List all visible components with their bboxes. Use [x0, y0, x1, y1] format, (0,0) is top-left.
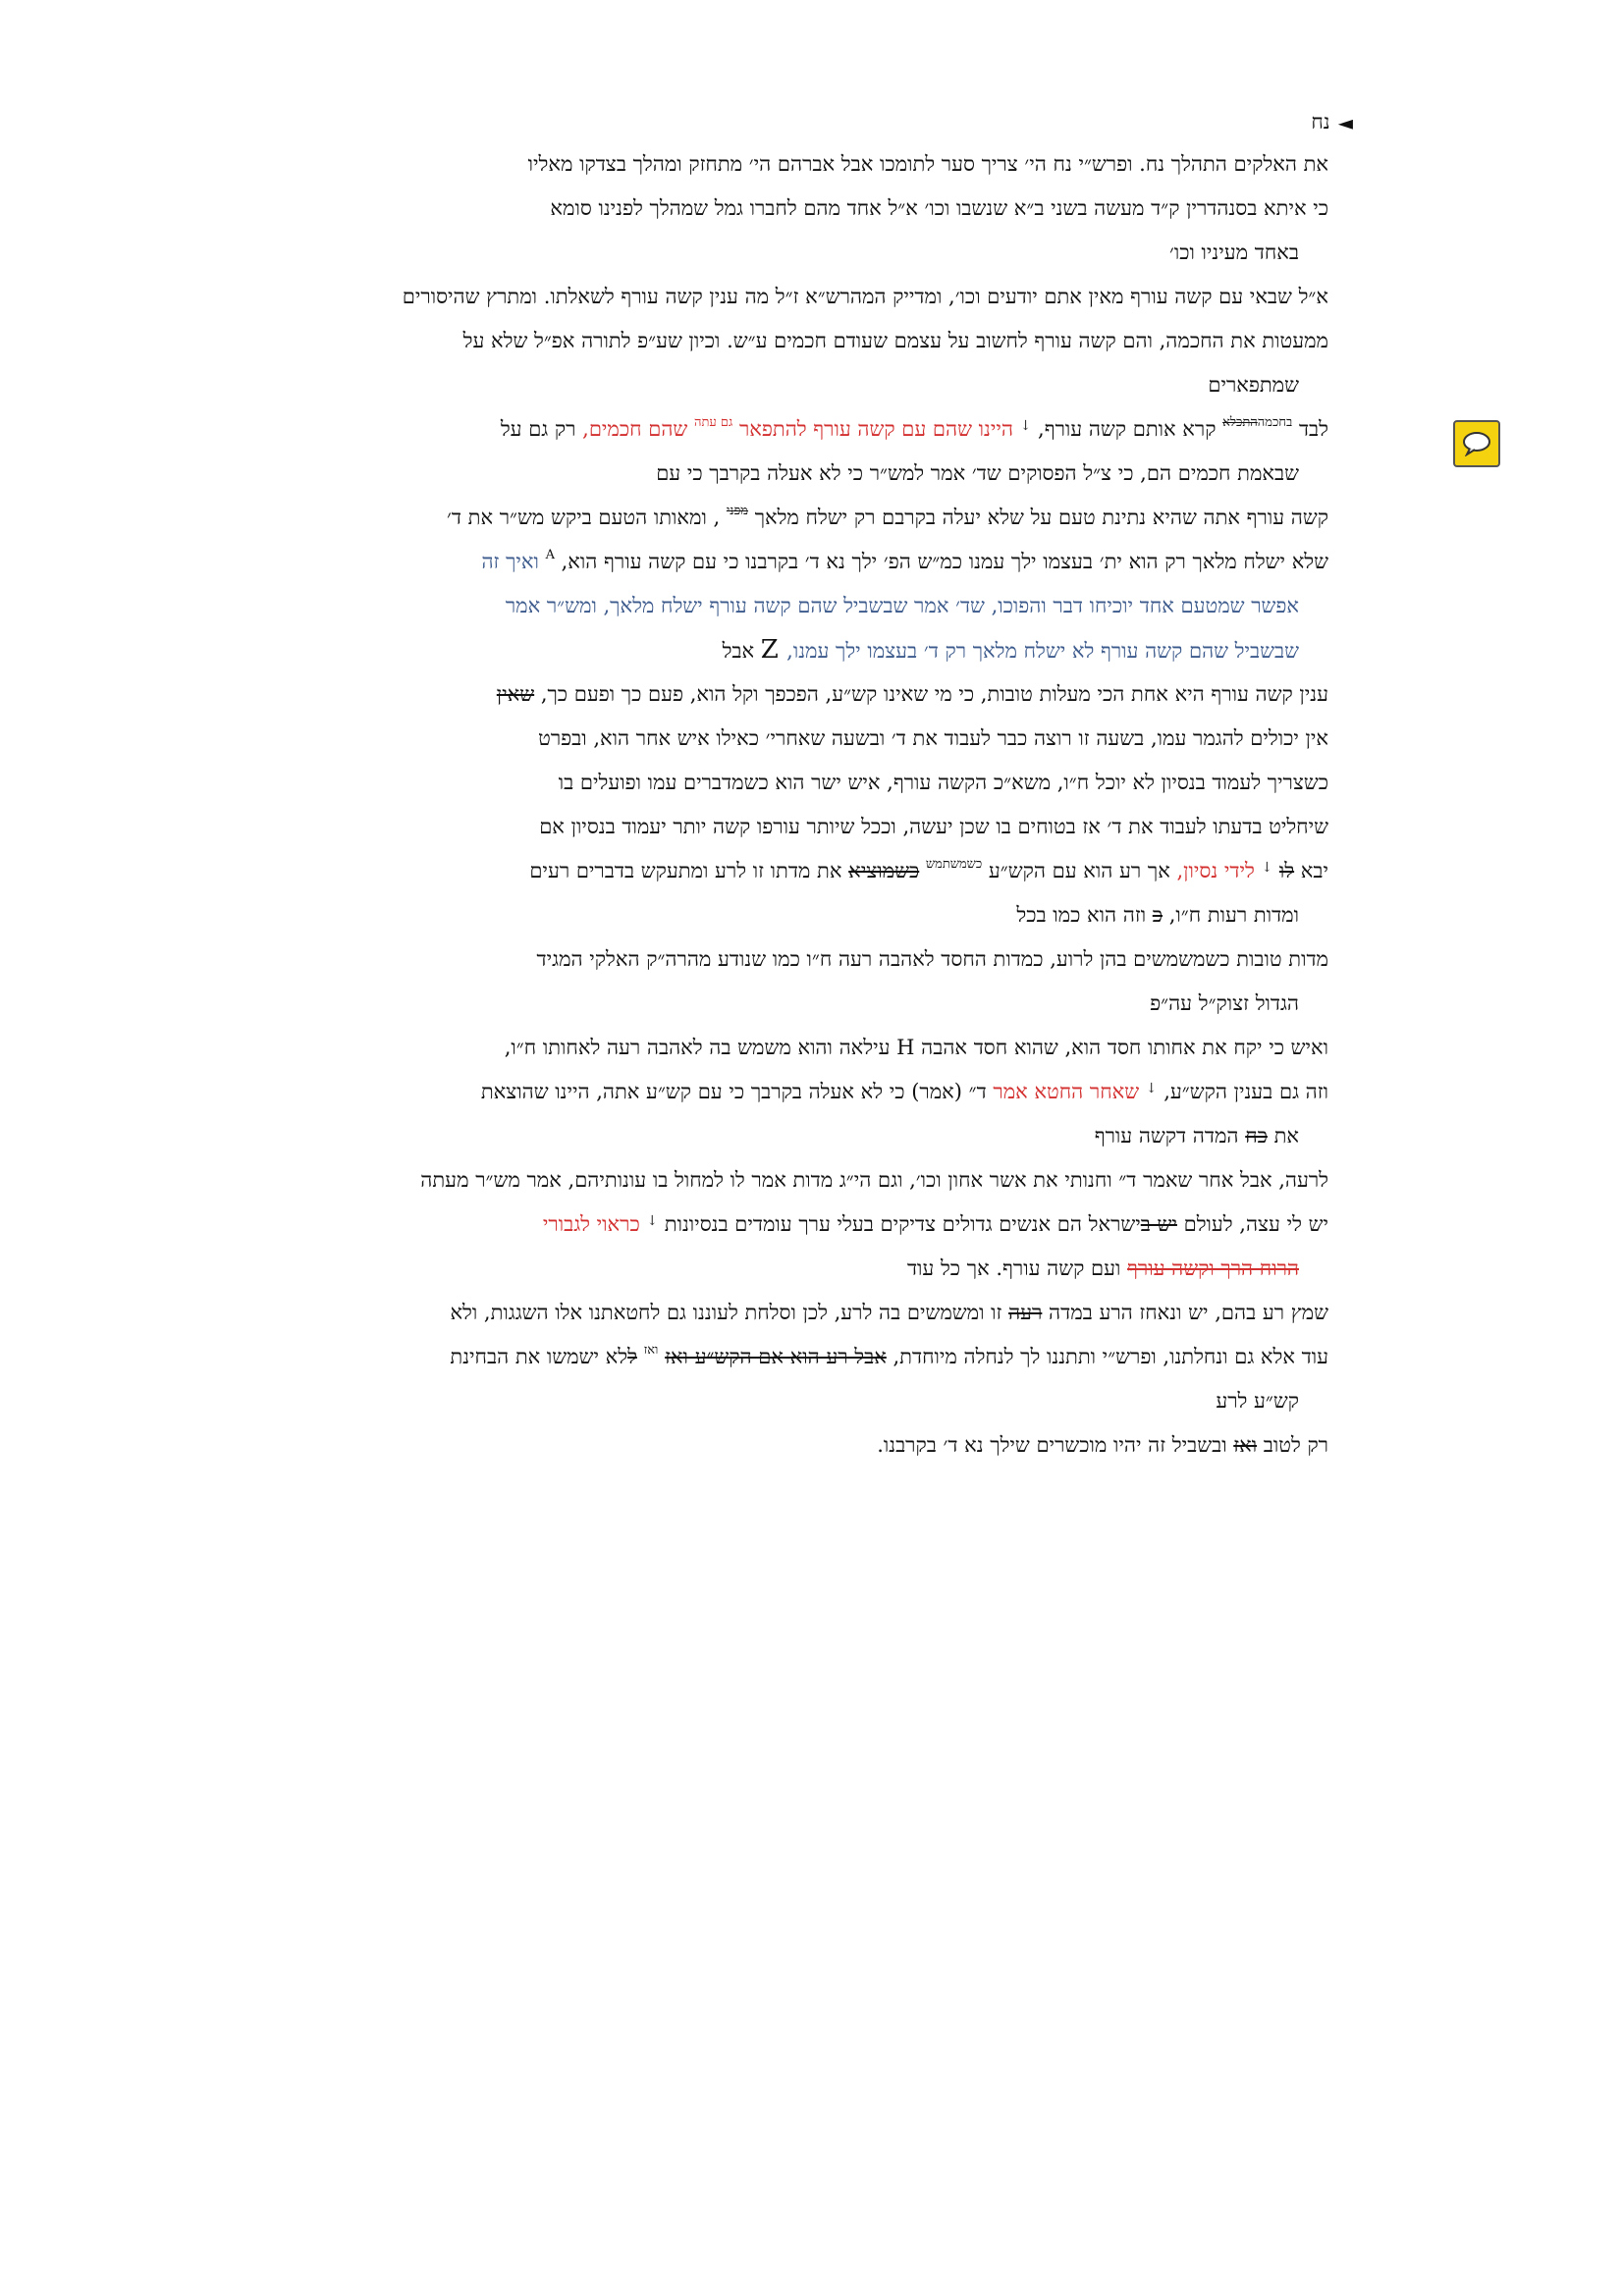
text-line	[317, 1158, 1328, 1202]
text-segment: וזה גם בענין הקש״ע,	[1157, 1080, 1328, 1103]
arrow-left-icon: ◄	[1337, 110, 1353, 134]
text-segment: אפשר שמטעם אחד יוכיחו דבר והפוכו, שד׳ אמר שבשביל שהם קשה עורף ישלח מלאך, ומש״ר אמר	[505, 594, 1299, 617]
text-segment: שמץ רע בהם, יש ונאחז הרע במדה	[1042, 1301, 1328, 1324]
text-line	[317, 1291, 1328, 1335]
text-line	[317, 584, 1328, 628]
text-segment: שהם חכמים,	[582, 417, 694, 441]
text-segment: A	[545, 548, 555, 562]
text-line	[317, 407, 1328, 452]
text-segment: שאין	[496, 682, 535, 706]
text-line	[317, 1202, 1328, 1247]
text-segment: שמתפארים	[1208, 373, 1299, 397]
text-segment: זו ומשמשים בה לרע, לכן וסלחת לעוננו גם לחטאתנו אלו השגגות, ולא	[450, 1301, 1009, 1324]
text-segment: אין יכולים להגמר עמו, בשעה זו רוצה כבר לעבוד את ד׳ ובשעה שאחרי׳ כאילו איש אחר הוא, ובפרט	[538, 726, 1328, 750]
section-title: נח	[1311, 110, 1330, 133]
text-segment: קשה עורף אתה שהיא נתינת טעם על שלא יעלה בקרבם רק ישלח מלאך	[748, 506, 1328, 529]
text-segment: רק גם על	[500, 417, 583, 441]
text-segment: גם עתה	[693, 415, 733, 430]
text-segment: ענין קשה עורף היא אחת הכי מעלות טובות, כי מי שאינו קש״ע, הפכפך וקל הוא, פעם כך ופעם כך,	[534, 682, 1328, 706]
text-segment: לרעה, אבל אחר שאמר ד״ וחנותי את אשר אחון וכו׳, וגם הי״ג מדות אמר לו למחול בו עונותיהם, אמר מש״ר מעתה	[420, 1168, 1328, 1192]
text-segment: את מדתו זו לרע ומתעקש בדברים רעים	[529, 859, 849, 882]
text-segment: הגדול זצוק״ל עה״פ	[1150, 991, 1299, 1015]
text-segment: כראוי לגבורי	[542, 1212, 647, 1236]
text-segment: ↓	[1019, 418, 1032, 434]
text-line	[317, 672, 1328, 717]
text-segment: שבאמת חכמים הם, כי צ״ל הפסוקים שד׳ אמר למש״ר כי לא אעלה בקרבך כי עם	[656, 461, 1299, 485]
text-line	[317, 363, 1328, 407]
text-segment: לו	[1278, 859, 1295, 882]
text-segment: מדות טובות כשמשמשים בהן לרוע, כמדות החסד לאהבה רעה ח״ו כמו שנודע מהרה״ק האלקי המגיד	[536, 947, 1328, 971]
text-segment: ↓	[1261, 860, 1273, 876]
text-line	[317, 805, 1328, 849]
text-segment: רק לטוב	[1257, 1433, 1328, 1457]
text-segment	[919, 859, 926, 882]
text-segment: אבל רע הוא אם הקש״ע ואז	[665, 1345, 887, 1368]
text-segment	[1272, 859, 1279, 882]
text-segment: שיחליט בדעתו לעבוד את ד׳ אז בטוחים בו שכן יעשה, וככל שיותר עורפו קשה יותר יעמוד בנסיון אם	[539, 815, 1328, 838]
text-segment: את	[1267, 1124, 1299, 1148]
text-segment: אבל	[722, 639, 761, 663]
text-segment: כ	[1152, 903, 1163, 927]
text-line	[317, 187, 1328, 231]
text-segment: מפני	[726, 504, 749, 518]
text-segment: היינו שהם עם קשה עורף להתפאר	[732, 417, 1020, 441]
text-segment: יבא	[1294, 859, 1328, 882]
text-segment: כשצריך לעמוד בנסיון לא יוכל ח״ו, משא״כ הקשה עורף, איש ישר הוא כשמדברים עמו ופועלים בו	[558, 771, 1328, 794]
text-line	[317, 142, 1328, 187]
text-segment: Z	[760, 635, 787, 665]
text-segment: כח	[1245, 1124, 1268, 1148]
text-segment: קש״ע לרע	[1216, 1389, 1299, 1413]
text-line	[317, 1423, 1328, 1468]
text-segment: ואז	[1233, 1433, 1258, 1457]
text-segment: רעה	[1008, 1301, 1043, 1324]
text-segment: בחכמה	[1257, 415, 1293, 430]
text-segment: לבד	[1292, 417, 1328, 441]
text-segment: ועם קשה עורף. אך כל עוד	[906, 1256, 1128, 1280]
text-segment: את האלקים התהלך נח. ופרש״י נח הי׳ צריך סער לתומכו אבל אברהם הי׳ מתחזק ומהלך בצדקו מאליו	[527, 152, 1328, 176]
text-line	[317, 496, 1328, 540]
text-segment: המדה דקשה עורף	[1094, 1124, 1246, 1148]
text-segment: שאחר החטא אמר	[993, 1080, 1146, 1103]
text-segment: ואז	[643, 1343, 659, 1358]
text-segment: הרוח הרך וקשה עורף	[1127, 1256, 1299, 1280]
text-segment: א״ל שבאי עם קשה עורף מאין אתם יודעים וכו׳, ומדייק המהרש״א ז״ל מה ענין קשה עורף לשאלתו. ומתרץ שהיסורים	[402, 285, 1328, 308]
text-segment: ואיך זה	[481, 550, 546, 573]
text-segment: התכלא	[1222, 415, 1258, 430]
document-body	[317, 142, 1328, 1468]
text-line	[317, 761, 1328, 805]
text-segment: , ומאותו הטעם ביקש מש״ר את ד׳	[447, 506, 727, 529]
text-segment	[637, 1345, 644, 1368]
text-line	[317, 893, 1328, 937]
text-line	[317, 1070, 1328, 1114]
text-segment: כשמוציא	[848, 859, 920, 882]
text-segment: ד״ (אמר) כי לא אעלה בקרבך כי עם קש״ע אתה, היינו שהוצאת	[480, 1080, 994, 1103]
text-segment: ובשביל זה יהיו מוכשרים שילך נא ד׳ בקרבנו.	[877, 1433, 1234, 1457]
page-header	[1311, 110, 1353, 134]
text-segment: לא ישמשו את הבחינת	[450, 1345, 628, 1368]
comment-icon[interactable]	[1453, 420, 1500, 467]
text-line	[317, 1114, 1328, 1158]
text-line	[317, 319, 1328, 363]
text-line	[317, 849, 1328, 893]
text-line	[317, 1247, 1328, 1291]
text-segment: ממעטות את החכמה, והם קשה עורף לחשוב על עצמם שעודם חכמים ע״ש. וכיון שע״פ לתורה אפ״ל שלא על	[462, 329, 1328, 352]
text-segment: עוד אלא גם ונחלתנו, ופרש״י ותתננו לך לנחלה מיוחדת,	[886, 1345, 1328, 1368]
text-line	[317, 717, 1328, 761]
text-line	[317, 1379, 1328, 1423]
text-line	[317, 937, 1328, 982]
text-segment: שבשביל שהם קשה עורף לא ישלח מלאך רק ד׳ בעצמו ילך עמנו,	[786, 639, 1299, 663]
text-line	[317, 231, 1328, 275]
text-line	[317, 540, 1328, 584]
text-line	[317, 628, 1328, 672]
text-line	[317, 1026, 1328, 1070]
text-segment: שלא ישלח מלאך רק הוא ית׳ בעצמו ילך עמנו כמ״ש הפ׳ ילך נא ד׳ בקרבנו כי עם קשה עורף הוא,	[554, 550, 1328, 573]
text-segment: כי איתא בסנהדרין ק״ד מעשה בשני ב״א שנשבו וכו׳ א״ל אחד מהם לחברו גמל שמהלך לפנינו סומא	[550, 196, 1328, 220]
text-segment: ל	[627, 1345, 637, 1368]
text-segment: קרא אותם קשה עורף,	[1031, 417, 1223, 441]
text-segment: באחד מעיניו וכו׳	[1168, 240, 1299, 264]
text-segment: ↓	[1145, 1081, 1158, 1096]
text-line	[317, 1335, 1328, 1379]
text-line	[317, 452, 1328, 496]
text-line	[317, 982, 1328, 1026]
text-segment: ישראל הם אנשים גדולים צדיקים בעלי ערך עומדים בנסיונות	[658, 1212, 1141, 1236]
text-segment: ואיש כי יקח את אחותו חסד הוא, שהוא חסד אהבה H עילאה והוא משמש בה לאהבה רעה לאחותו ח״ו,	[504, 1036, 1328, 1059]
text-segment: אך רע הוא עם הקש״ע	[982, 859, 1177, 882]
text-segment: יש ב	[1140, 1212, 1177, 1236]
text-segment: יש לי עצה, לעולם	[1176, 1212, 1328, 1236]
text-segment: לידי נסיון,	[1176, 859, 1262, 882]
text-segment: כשמשתמש	[925, 857, 983, 872]
text-segment: ומדות רעות ח״ו,	[1163, 903, 1299, 927]
text-segment: וזה הוא כמו בכל	[1016, 903, 1153, 927]
text-line	[317, 275, 1328, 319]
text-segment: ↓	[646, 1213, 659, 1229]
